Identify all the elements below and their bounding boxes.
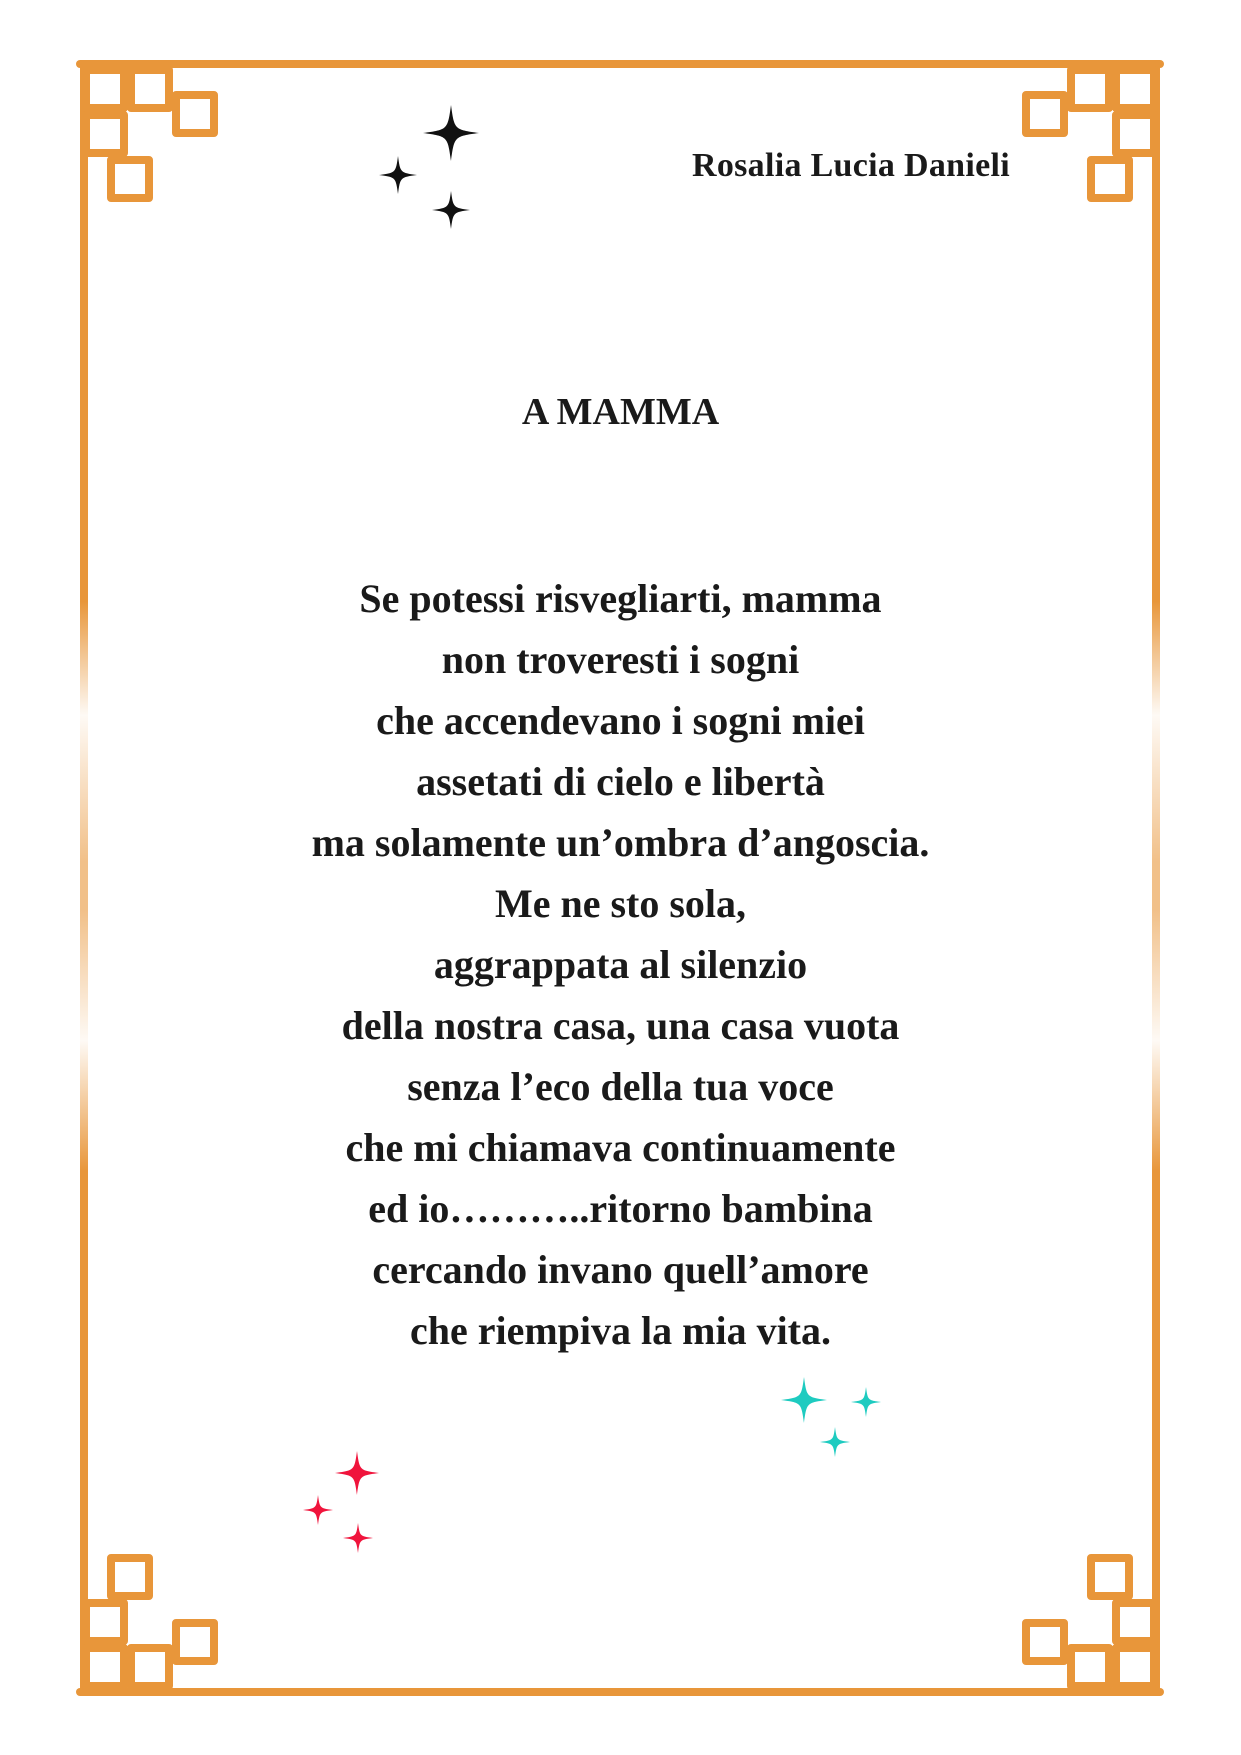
sparkles-top-icon xyxy=(379,105,479,229)
poem-line: ed io………..ritorno bambina xyxy=(368,1186,873,1231)
poem-line: Se potessi risvegliarti, mamma xyxy=(359,576,882,621)
poem-line: che riempiva la mia vita. xyxy=(409,1308,832,1353)
poem-line: assetati di cielo e libertà xyxy=(416,759,825,804)
poem-line: Me ne sto sola, xyxy=(494,881,747,926)
author-name: Rosalia Lucia Danieli xyxy=(692,147,1010,184)
frame-corner-bottom-left xyxy=(86,1558,214,1686)
poem-line: della nostra casa, una casa vuota xyxy=(341,1003,900,1048)
poem-line: cercando invano quell’amore xyxy=(372,1247,869,1292)
sparkles-right-icon xyxy=(781,1377,881,1457)
poem-line: senza l’eco della tua voce xyxy=(407,1064,834,1109)
poem-line: che accendevano i sogni miei xyxy=(376,698,865,743)
sparkles-left-icon xyxy=(303,1451,379,1553)
poem-body xyxy=(0,568,1241,1361)
poem-line: ma solamente un’ombra d’angoscia. xyxy=(311,820,930,865)
frame-corner-bottom-right xyxy=(1026,1558,1154,1686)
poem-line: non troveresti i sogni xyxy=(441,637,800,682)
frame-corner-top-left xyxy=(86,70,214,198)
poem-line: aggrappata al silenzio xyxy=(433,942,808,987)
poem-title: A MAMMA xyxy=(521,391,720,433)
frame-corner-top-right xyxy=(1026,70,1154,198)
poem-line: che mi chiamava continuamente xyxy=(345,1125,896,1170)
